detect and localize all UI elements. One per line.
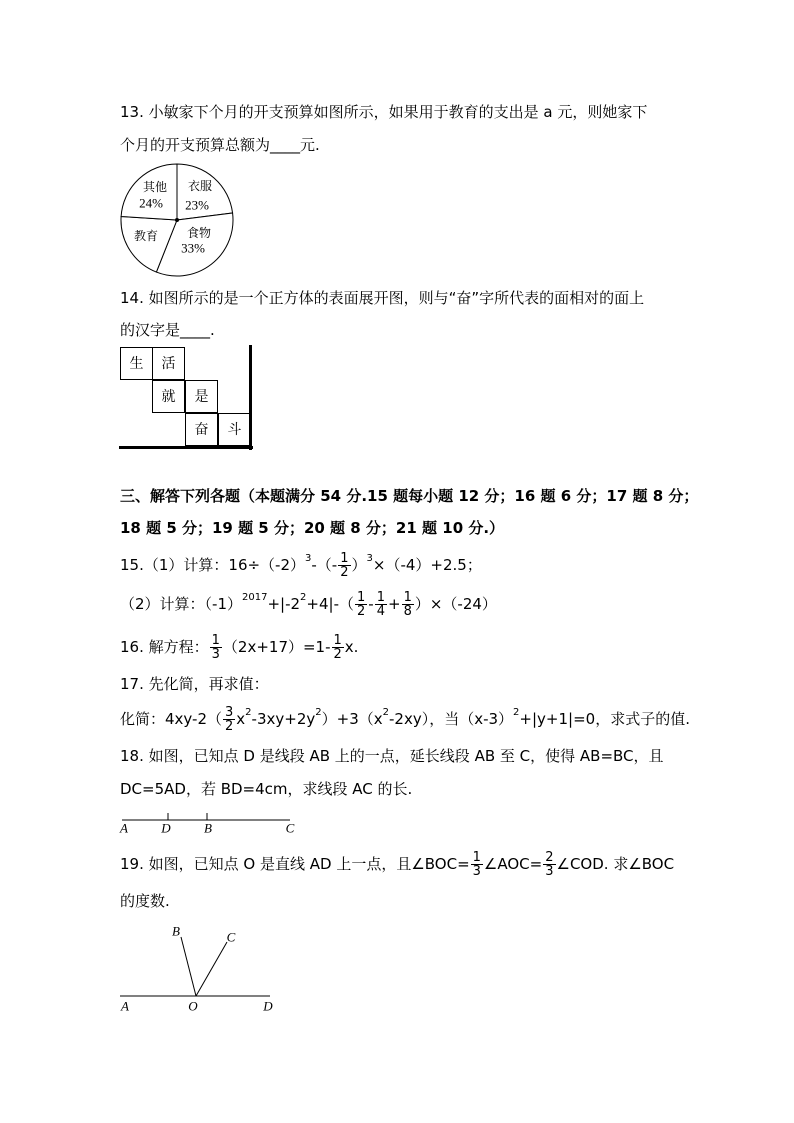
q19-text-line-1 <box>120 849 674 879</box>
fraction <box>332 634 344 661</box>
numerator: 1 <box>333 632 342 648</box>
ray-ob <box>181 937 196 996</box>
exponent: 2 <box>245 707 252 718</box>
q15-part2-text: +4|-（ <box>306 595 355 613</box>
q17-text: 化简：4xy-2（ <box>120 710 222 728</box>
point-label-c: C <box>285 820 295 836</box>
numerator: 2 <box>545 849 554 865</box>
cube-net-figure <box>118 344 255 451</box>
denominator: 3 <box>545 863 554 879</box>
pie-label-education: 教育 <box>133 229 159 243</box>
section3-heading-line-2: 18 题 5 分；19 题 5 分；20 题 8 分；21 题 10 分.） <box>120 519 505 537</box>
q19-text: ∠AOC= <box>483 855 543 873</box>
q17-text: -3xy+2y <box>251 710 316 728</box>
fraction <box>375 591 387 618</box>
point-label-b: B <box>172 923 180 939</box>
budget-pie-chart <box>116 160 240 282</box>
pie-label-clothing: 衣服 <box>187 179 213 193</box>
net-bottom-border <box>119 446 253 449</box>
fraction <box>210 634 222 661</box>
pie-center-dot <box>175 218 179 222</box>
q19-text: 19. 如图，已知点 O 是直线 AD 上一点，且∠BOC= <box>120 855 470 873</box>
exponent: 2017 <box>242 592 268 603</box>
q17-text: x <box>236 710 246 728</box>
q16-text: x. <box>344 638 359 656</box>
net-cell-6: 斗 <box>218 413 251 446</box>
exponent: 3 <box>305 553 312 564</box>
fraction <box>543 851 555 878</box>
point-label-a: A <box>121 998 129 1014</box>
point-label-a: A <box>120 820 128 836</box>
q19-text: ∠COD. 求∠BOC <box>556 855 675 873</box>
pie-label-other: 其他 <box>142 180 168 194</box>
fraction <box>355 591 367 618</box>
q15-part1-text: -（- <box>311 556 338 574</box>
ray-oc <box>196 942 227 996</box>
denominator: 3 <box>472 863 481 879</box>
net-cell-2: 活 <box>152 347 185 380</box>
denominator: 3 <box>211 646 220 662</box>
numerator: 1 <box>376 589 385 605</box>
q17-text: -2xy），当（x-3） <box>389 710 514 728</box>
q15-part1-text: ×（-4）+2.5； <box>372 556 482 574</box>
q14-text-line-2: 的汉字是____. <box>120 321 215 339</box>
point-label-c: C <box>226 929 236 945</box>
q15-part2-text: +|-2 <box>267 595 301 613</box>
q15-part2-text: （2）计算：（-1） <box>120 595 243 613</box>
point-label-d: D <box>263 998 273 1014</box>
q13-text-line-2: 个月的开支预算总额为____元. <box>120 136 320 154</box>
q15-part1-text: 15.（1）计算：16÷（-2） <box>120 556 306 574</box>
q18-text-line-1: 18. 如图，已知点 D 是线段 AB 上的一点，延长线段 AB 至 C，使得 AB=BC，且 <box>120 747 664 765</box>
q17-text: +|y+1|=0，求式子的值. <box>519 710 690 728</box>
exponent: 3 <box>366 553 373 564</box>
pie-percent-clothing: 23% <box>185 197 209 213</box>
q14-text-line-1: 14. 如图所示的是一个正方体的表面展开图，则与“奋”字所代表的面相对的面上 <box>120 289 645 307</box>
point-label-d: D <box>161 820 171 836</box>
q16-text: （2x+17）=1- <box>222 638 331 656</box>
net-cell-4: 是 <box>185 380 218 413</box>
net-cell-3: 就 <box>152 380 185 413</box>
q16-equation <box>120 632 358 662</box>
numerator: 1 <box>403 589 412 605</box>
q17-expression <box>120 704 690 734</box>
exponent: 2 <box>513 707 520 718</box>
fraction <box>338 552 350 579</box>
point-label-b: B <box>204 820 212 836</box>
q15-part1-text: ） <box>351 556 367 574</box>
angle-figure <box>110 920 280 1015</box>
numerator: 1 <box>357 589 366 605</box>
denominator: 2 <box>357 603 366 619</box>
numerator: 3 <box>225 704 234 720</box>
exponent: 2 <box>315 707 322 718</box>
exponent: 2 <box>300 592 307 603</box>
denominator: 2 <box>340 564 349 580</box>
q18-text-line-2: DC=5AD，若 BD=4cm，求线段 AC 的长. <box>120 780 413 798</box>
numerator: 1 <box>211 632 220 648</box>
exponent: 2 <box>382 707 389 718</box>
q17-text: ）+3（x <box>321 710 383 728</box>
numerator: 1 <box>472 849 481 865</box>
q17-text-line-1: 17. 先化简，再求值： <box>120 675 269 693</box>
segment-figure <box>110 805 300 840</box>
q13-text-line-1: 13. 小敏家下个月的开支预算如图所示，如果用于教育的支出是 a 元，则她家下 <box>120 103 648 121</box>
pie-label-food: 食物 <box>186 226 212 240</box>
section3-heading-line-1: 三、解答下列各题（本题满分 54 分.15 题每小题 12 分；16 题 6 分；17 题 8 分； <box>120 487 699 505</box>
denominator: 4 <box>376 603 385 619</box>
net-cell-5: 奋 <box>185 413 218 446</box>
denominator: 2 <box>225 718 234 734</box>
pie-percent-other: 24% <box>139 195 163 211</box>
q19-text-line-2: 的度数. <box>120 892 170 910</box>
q15-part2-text: ）×（-24） <box>414 595 497 613</box>
net-right-border <box>249 345 252 450</box>
q16-text: 16. 解方程： <box>120 638 209 656</box>
numerator: 1 <box>340 550 349 566</box>
fraction <box>223 706 235 733</box>
operator: - <box>368 595 374 613</box>
fraction <box>402 591 414 618</box>
q15-part2 <box>120 589 497 619</box>
denominator: 8 <box>403 603 412 619</box>
q15-part1 <box>120 550 482 580</box>
pie-percent-food: 33% <box>181 240 205 256</box>
fraction <box>471 851 483 878</box>
net-cell-1: 生 <box>120 347 153 380</box>
denominator: 2 <box>333 646 342 662</box>
point-label-o: O <box>188 998 198 1014</box>
operator: + <box>388 595 401 613</box>
